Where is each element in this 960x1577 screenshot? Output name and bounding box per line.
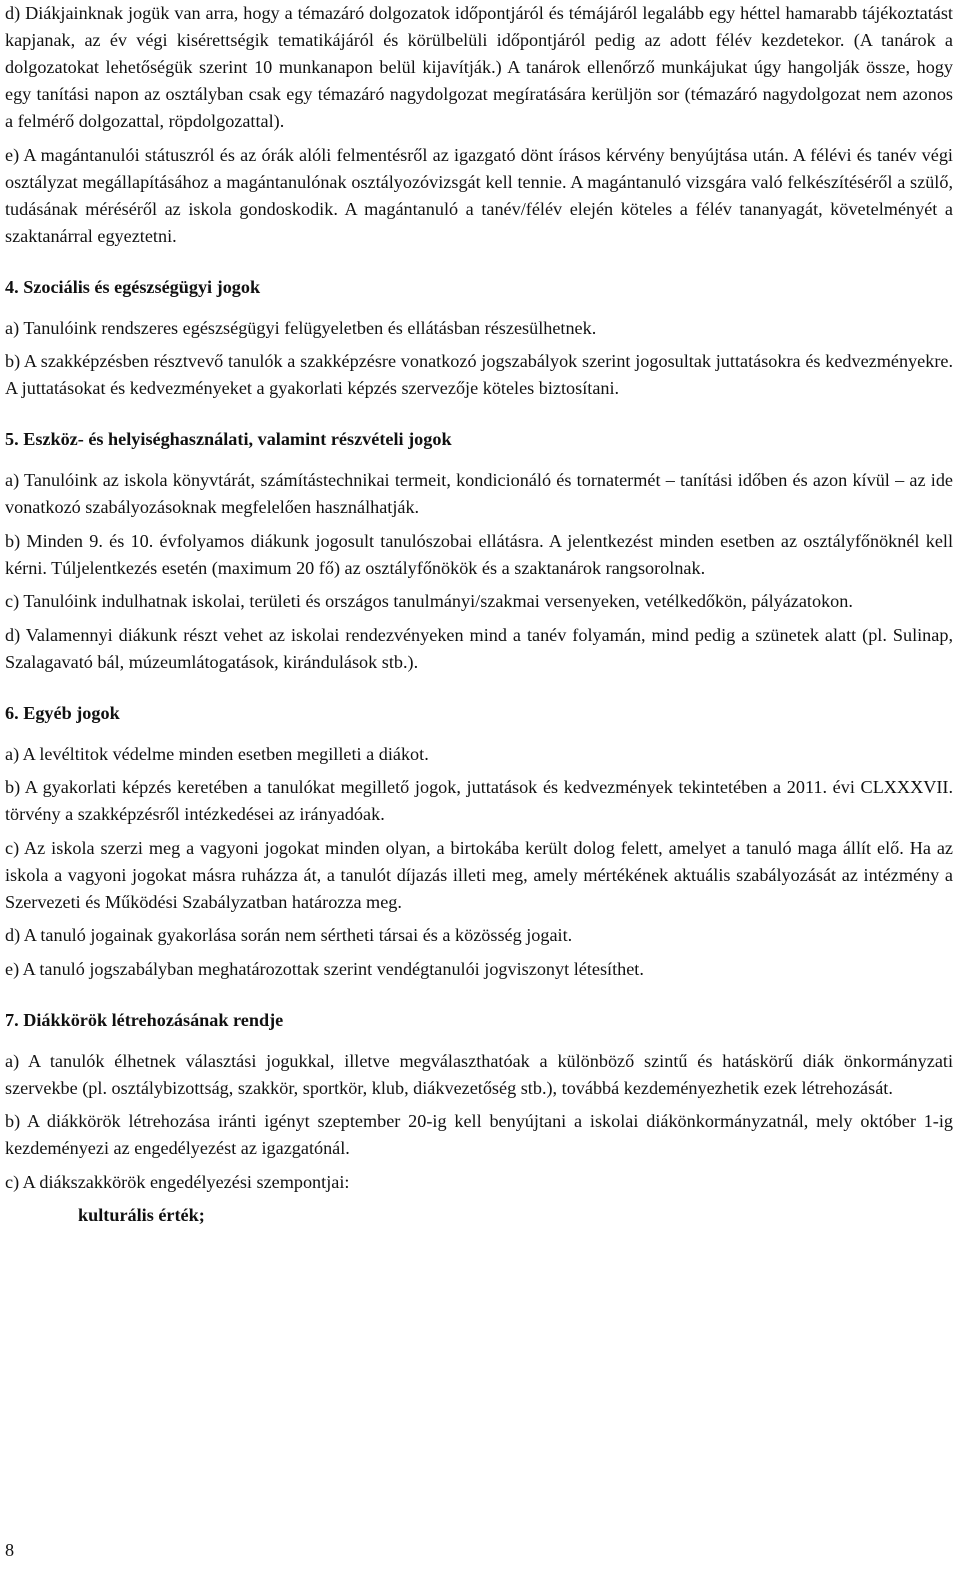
section-5-heading: 5. Eszköz- és helyiséghasználati, valamint részvételi jogok bbox=[5, 429, 452, 449]
paragraph-3e: e) A magántanulói státuszról és az órák alóli felmentésről az igazgató dönt írásos kérvény benyújtása után. A félévi és tanév végi osztályzat megállapításához a magántanulónak osztályozóvizsgát kell tennie. A magántanuló vizsgára való felkészítéséről a szülő, tudásának méréséről az iskola gondoskodik. A magántanuló a tanév/félév elején köteles a félév tananyagát, követelményét a szaktanárral egyeztetni. bbox=[5, 144, 953, 246]
paragraph-7a: a) A tanulók élhetnek választási jogukkal, illetve megválaszthatóak a különböző szintű és hatáskörű diák önkormányzati szervekbe (pl. osztálybizottság, szakkör, sportkör, klub, diákvezetőség stb.), továbbá kezdeményezhetik ezek létrehozását. bbox=[5, 1050, 953, 1098]
page-number: 8 bbox=[5, 1540, 15, 1560]
paragraph-7c: c) A diákszakkörök engedélyezési szempontjai: bbox=[5, 1171, 350, 1192]
paragraph-4a: a) Tanulóink rendszeres egészségügyi felügyeletben és ellátásban részesülhetnek. bbox=[5, 317, 597, 338]
paragraph-6a: a) A levéltitok védelme minden esetben megilleti a diákot. bbox=[5, 743, 429, 764]
paragraph-6e: e) A tanuló jogszabályban meghatározottak szerint vendégtanulói jogviszonyt létesíthet. bbox=[5, 958, 644, 979]
paragraph-5d: d) Valamennyi diákunk részt vehet az iskolai rendezvényeken mind a tanév folyamán, mind pedig a szünetek alatt (pl. Sulinap, Szalagavató bál, múzeumlátogatások, kirándulások stb.). bbox=[5, 624, 953, 672]
criteria-item-cultural-value: kulturális érték; bbox=[78, 1205, 205, 1225]
paragraph-6c: c) Az iskola szerzi meg a vagyoni jogokat minden olyan, a birtokába került dolog felett, amelyet a tanuló maga állít elő. Ha az iskola a vagyoni jogokat másra ruházza át, a tanulót díjazás illeti meg, amely mértékének aktuális szabályozását az intézmény a Szervezeti és Működési Szabályzatban határozza meg. bbox=[5, 837, 953, 912]
paragraph-5b: b) Minden 9. és 10. évfolyamos diákunk jogosult tanulószobai ellátásra. A jelentkezést minden esetben az osztályfőnöknél kell kérni. Túljelentkezés esetén (maximum 20 fő) az osztályfőnökök és a szaktanárok rangsorolnak. bbox=[5, 530, 953, 578]
paragraph-5c: c) Tanulóink indulhatnak iskolai, területi és országos tanulmányi/szakmai versenyeken, vetélkedőkön, pályázatokon. bbox=[5, 591, 853, 611]
document-page bbox=[5, 0, 953, 1236]
paragraph-7b: b) A diákkörök létrehozása iránti igényt szeptember 20-ig kell benyújtani a iskolai diákönkormányzatnál, mely október 1-ig kezdeményezi az engedélyezést az igazgatónál. bbox=[5, 1111, 953, 1158]
paragraph-6b: b) A gyakorlati képzés keretében a tanulókat megillető jogok, juttatások és kedvezmények tekintetében a 2011. évi CLXXXVII. törvény a szakképzésről intézkedései az irányadóak. bbox=[5, 777, 953, 824]
paragraph-3d: d) Diákjainknak jogük van arra, hogy a témazáró dolgozatok időpontjáról és témájáról legalább egy héttel hamarabb tájékoztatást kapjanak, az év végi kisérettségik tematikájáról és körülbelüli időpontjáról pedig az adott félév kezdetekor. (A tanárok a dolgozatokat lehetőségük szerint 10 munkanapon belül kijavítják.) A tanárok ellenőrző munkájukat úgy hangolják össze, hogy egy tanítási napon az osztályban csak egy témazáró nagydolgozat megíratására kerüljön sor (témazáró nagydolgozat nem azonos a felmérő dolgozattal, röpdolgozattal). bbox=[5, 3, 953, 131]
paragraph-6d: d) A tanuló jogainak gyakorlása során nem sértheti társai és a közösség jogait. bbox=[5, 925, 573, 945]
section-7-heading: 7. Diákkörök létrehozásának rendje bbox=[5, 1009, 284, 1030]
section-6-heading: 6. Egyéb jogok bbox=[5, 702, 120, 723]
section-4-heading: 4. Szociális és egészségügyi jogok bbox=[5, 276, 261, 297]
paragraph-4b: b) A szakképzésben résztvevő tanulók a szakképzésre vonatkozó jogszabályok szerint jogosultak juttatásokra és kedvezményekre. A juttatásokat és kedvezményeket a gyakorlati képzés szervezője köteles biztosítani. bbox=[5, 351, 953, 398]
paragraph-5a: a) Tanulóink az iskola könyvtárát, számítástechnikai termeit, kondicionáló és tornatermét – tanítási időben és azon kívül – az ide vonatkozó szabályozásoknak megfelelően használhatják. bbox=[5, 470, 953, 517]
